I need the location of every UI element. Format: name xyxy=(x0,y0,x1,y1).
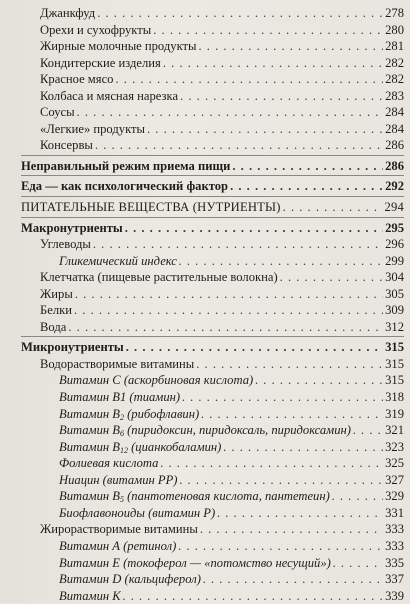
toc-entry-page: 278 xyxy=(385,6,404,20)
dot-leader xyxy=(153,22,383,39)
toc-subentry xyxy=(0,472,410,489)
toc-chapter-page: 294 xyxy=(384,200,404,215)
toc-subentry xyxy=(0,372,410,389)
dot-leader xyxy=(95,137,383,154)
toc-subentry-page: 325 xyxy=(385,456,404,471)
toc-entry-page: 305 xyxy=(385,286,404,301)
toc-entry xyxy=(0,104,410,121)
dot-leader xyxy=(255,372,383,389)
toc-entry xyxy=(0,88,410,105)
toc-entry-title: Колбаса и мясная нарезка xyxy=(40,88,179,103)
toc-subentry-title: Биофлавоноиды (витамин Р) xyxy=(59,505,216,520)
toc-subentry xyxy=(0,488,410,505)
toc-section-title: Еда — как психологический фактор xyxy=(21,179,229,194)
toc-section xyxy=(0,220,410,237)
toc-entry-page: 281 xyxy=(385,39,404,54)
toc-entry-page: 309 xyxy=(385,303,404,318)
toc-subentry-page: 333 xyxy=(385,538,404,553)
toc-entry-page: 304 xyxy=(385,270,404,285)
toc-entry-title: Красное мясо xyxy=(40,72,114,87)
toc-section-page: 292 xyxy=(385,179,404,194)
dot-leader xyxy=(68,319,383,336)
toc-entry xyxy=(0,236,410,253)
dot-leader xyxy=(353,422,383,439)
toc-subentry-page: 315 xyxy=(385,373,404,388)
dot-leader xyxy=(283,199,383,216)
dot-leader xyxy=(75,286,383,303)
toc-entry-title: Джанкфуд xyxy=(40,6,96,20)
toc-entry-title: Консервы xyxy=(40,138,93,153)
toc-entry-title: Белки xyxy=(40,303,72,318)
toc-subentry xyxy=(0,538,410,555)
toc-subentry xyxy=(0,389,410,406)
dot-leader xyxy=(74,302,383,319)
toc-entry-title: «Легкие» продукты xyxy=(40,121,145,136)
dot-leader xyxy=(203,571,383,588)
toc-entry-page: 312 xyxy=(385,319,404,334)
toc-chapter xyxy=(0,199,410,216)
toc-subentry-page: 323 xyxy=(385,439,404,454)
toc-entry-page: 284 xyxy=(385,121,404,136)
toc-subentry-page: 337 xyxy=(385,572,404,587)
toc-section xyxy=(0,339,410,356)
toc-subentry-title: Фолиевая кислота xyxy=(59,456,159,471)
toc-entry-page: 286 xyxy=(385,138,404,153)
vitamin-subscript: 2 xyxy=(119,412,124,422)
toc-subentry xyxy=(0,555,410,572)
dot-leader xyxy=(126,339,383,356)
dot-leader xyxy=(77,104,384,121)
dot-leader xyxy=(123,588,383,604)
vitamin-desc: (рибофлавин) xyxy=(123,406,200,421)
toc-entry xyxy=(0,71,410,88)
dot-leader xyxy=(147,121,383,138)
toc-subentry-title: Гликемический индекс xyxy=(59,253,177,268)
toc-entry-page: 283 xyxy=(385,88,404,103)
dot-leader xyxy=(182,389,383,406)
section-divider xyxy=(21,196,404,197)
toc-section xyxy=(0,178,410,195)
dot-leader xyxy=(333,555,383,572)
toc-subentry-title: Витамин С (аскорбиновая кислота) xyxy=(59,373,254,388)
toc-subentry xyxy=(0,253,410,270)
vitamin-subscript: 6 xyxy=(119,429,124,439)
dot-leader xyxy=(217,505,383,522)
toc-entry xyxy=(0,269,410,286)
toc-subentry-title: Витамин D (кальциферол) xyxy=(59,572,201,587)
toc-subentry-page: 321 xyxy=(385,423,404,438)
toc-entry-title: Углеводы xyxy=(40,237,91,252)
dot-leader xyxy=(125,220,383,237)
toc-entry-title: Жирные молочные продукты xyxy=(40,39,197,54)
toc-section-page: 295 xyxy=(385,220,404,235)
toc-entry xyxy=(0,121,410,138)
toc-subentry-page: 299 xyxy=(385,253,404,268)
toc-subentry-page: 331 xyxy=(385,505,404,520)
toc-entry-page: 315 xyxy=(385,356,404,371)
toc-entry xyxy=(0,137,410,154)
toc-entry-page: 296 xyxy=(385,237,404,252)
table-of-contents xyxy=(0,5,410,604)
toc-entry-title: Жиры xyxy=(40,286,73,301)
toc-section-page: 286 xyxy=(385,158,404,173)
toc-section xyxy=(0,158,410,175)
vitamin-desc: (цианкобаламин) xyxy=(127,439,222,454)
toc-subentry xyxy=(0,406,410,423)
vitamin-name: Витамин В xyxy=(59,439,120,454)
toc-entry-title: Орехи и сухофрукты xyxy=(40,22,152,37)
vitamin-name: Витамин В xyxy=(59,423,120,438)
vitamin-subscript: 5 xyxy=(119,495,124,505)
toc-entry xyxy=(0,22,410,39)
dot-leader xyxy=(160,455,383,472)
dot-leader xyxy=(332,488,383,505)
toc-entry-page: 284 xyxy=(385,105,404,120)
toc-entry xyxy=(0,5,410,22)
section-divider xyxy=(21,336,404,337)
vitamin-name: Витамин В xyxy=(59,489,120,504)
toc-subentry-page: 329 xyxy=(385,489,404,504)
toc-entry xyxy=(0,356,410,373)
vitamin-name: Витамин В xyxy=(59,406,120,421)
toc-subentry xyxy=(0,455,410,472)
toc-subentry xyxy=(0,588,410,604)
toc-section-title: Микронутриенты xyxy=(21,340,124,355)
dot-leader xyxy=(179,253,383,270)
toc-subentry-page: 327 xyxy=(385,472,404,487)
vitamin-desc: (пантотеновая кислота, пантетеин) xyxy=(123,489,330,504)
toc-subentry xyxy=(0,439,410,456)
toc-subentry-title: Витамин К xyxy=(59,588,121,603)
dot-leader xyxy=(178,538,383,555)
dot-leader xyxy=(97,5,383,22)
toc-subentry-title: Ниацин (витамин РР) xyxy=(59,472,178,487)
toc-entry xyxy=(0,286,410,303)
toc-entry-title: Кондитерские изделия xyxy=(40,55,161,70)
dot-leader xyxy=(180,472,384,489)
toc-subentry-page: 318 xyxy=(385,390,404,405)
toc-subentry xyxy=(0,571,410,588)
toc-section-title: Неправильный режим приема пищи xyxy=(21,158,231,173)
vitamin-desc: (пиридоксин, пиридоксаль, пиридоксамин) xyxy=(123,423,351,438)
toc-subentry-page: 335 xyxy=(385,555,404,570)
vitamin-subscript: 12 xyxy=(119,445,128,455)
dot-leader xyxy=(180,88,383,105)
dot-leader xyxy=(115,71,383,88)
toc-subentry xyxy=(0,422,410,439)
toc-section-title: Макронутриенты xyxy=(21,220,123,235)
toc-section-page: 315 xyxy=(385,340,404,355)
toc-entry-title: Клетчатка (пищевые растительные волокна) xyxy=(40,270,278,285)
toc-chapter-title: ПИТАТЕЛЬНЫЕ ВЕЩЕСТВА (НУТРИЕНТЫ) xyxy=(21,200,281,215)
toc-entry-page: 282 xyxy=(385,72,404,87)
toc-entry-page: 280 xyxy=(385,22,404,37)
toc-entry-title: Соусы xyxy=(40,105,75,120)
toc-entry xyxy=(0,55,410,72)
section-divider xyxy=(21,175,404,176)
dot-leader xyxy=(196,356,383,373)
toc-entry-title: Вода xyxy=(40,319,67,334)
toc-entry xyxy=(0,319,410,336)
toc-subentry-page: 319 xyxy=(385,406,404,421)
dot-leader xyxy=(200,521,383,538)
dot-leader xyxy=(280,269,383,286)
dot-leader xyxy=(201,406,383,423)
toc-entry xyxy=(0,38,410,55)
toc-entry-title: Жирорастворимые витамины xyxy=(40,522,198,537)
toc-entry xyxy=(0,521,410,538)
dot-leader xyxy=(223,439,383,456)
toc-entry-page: 282 xyxy=(385,55,404,70)
toc-subentry-page: 339 xyxy=(385,588,404,603)
dot-leader xyxy=(198,38,383,55)
toc-entry-page: 333 xyxy=(385,522,404,537)
dot-leader xyxy=(163,55,383,72)
dot-leader xyxy=(232,158,383,175)
toc-entry-title: Водорастворимые витамины xyxy=(40,356,195,371)
toc-subentry xyxy=(0,505,410,522)
toc-subentry-title: Витамин Е (токоферол — «потомство несущий») xyxy=(59,555,331,570)
dot-leader xyxy=(230,178,383,195)
section-divider xyxy=(21,217,404,218)
toc-entry xyxy=(0,302,410,319)
toc-subentry-title: Витамин А (ретинол) xyxy=(59,538,177,553)
section-divider xyxy=(21,155,404,156)
dot-leader xyxy=(93,236,383,253)
toc-subentry-title: Витамин В1 (тиамин) xyxy=(59,390,181,405)
